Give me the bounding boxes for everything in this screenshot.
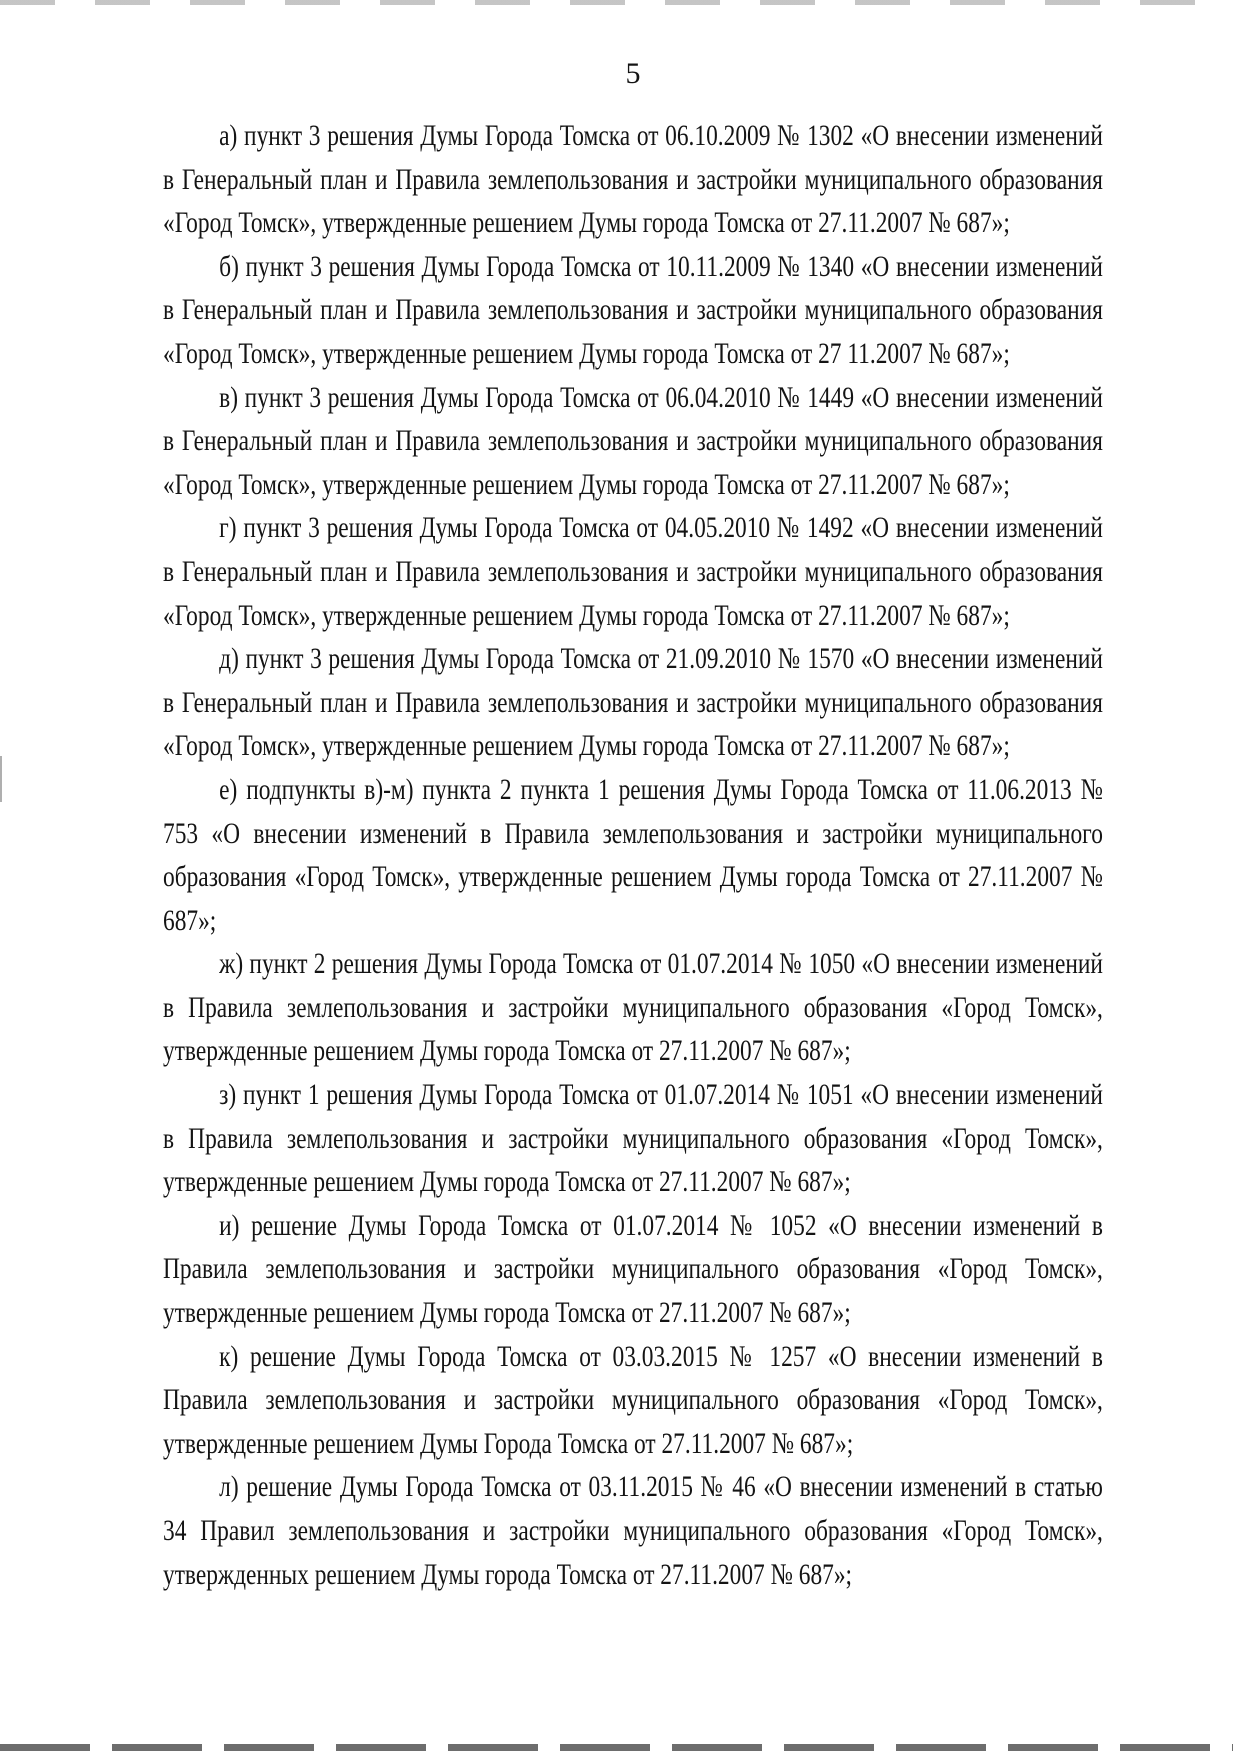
page-number: 5 (625, 57, 641, 90)
paragraph: з) пункт 1 решения Думы Города Томска от 01.07.2014 № 1051 «О внесении изменений в Правила землепользования и застройки муниципального образования «Город Томск», утвержденные решением Думы города Томска от 27.11.2007 № 687»; (163, 1078, 1103, 1199)
paragraph: в) пункт 3 решения Думы Города Томска от 06.04.2010 № 1449 «О внесении изменений в Генеральный план и Правила землепользования и застройки муниципального образования «Город Томск», утвержденные решением Думы города Томска от 27.11.2007 № 687»; (163, 380, 1103, 501)
paragraph: к) решение Думы Города Томска от 03.03.2015 № 1257 «О внесении изменений в Правила землепользования и застройки муниципального образования «Город Томск», утвержденные решением Думы Города Томска от 27.11.2007 № 687»; (163, 1339, 1103, 1460)
paragraph: и) решение Думы Города Томска от 01.07.2014 № 1052 «О внесении изменений в Правила землепользования и застройки муниципального образования «Город Томск», утвержденные решением Думы города Томска от 27.11.2007 № 687»; (163, 1208, 1103, 1330)
paragraph: л) решение Думы Города Томска от 03.11.2015 № 46 «О внесении изменений в статью 34 Правил землепользования и застройки муниципального образования «Город Томск», утвержденных решением Думы города Томска от 27.11.2007 № 687»; (163, 1470, 1103, 1591)
paragraph: е) подпункты в)-м) пункта 2 пункта 1 решения Думы Города Томска от 11.06.2013 № 753 «О внесении изменений в Правила землепользования и застройки муниципального образования «Город Томск», утвержденные решением Думы города Томска от 27.11.2007 № 687»; (163, 772, 1103, 937)
document-body (163, 114, 1103, 1596)
paragraph: а) пункт 3 решения Думы Города Томска от 06.10.2009 № 1302 «О внесении изменений в Генеральный план и Правила землепользования и застройки муниципального образования «Город Томск», утвержденные решением Думы города Томска от 27.11.2007 № 687»; (163, 119, 1103, 240)
paragraph: ж) пункт 2 решения Думы Города Томска от 01.07.2014 № 1050 «О внесении изменений в Правила землепользования и застройки муниципального образования «Город Томск», утвержденные решением Думы города Томска от 27.11.2007 № 687»; (163, 947, 1103, 1068)
paragraph: г) пункт 3 решения Думы Города Томска от 04.05.2010 № 1492 «О внесении изменений в Генеральный план и Правила землепользования и застройки муниципального образования «Город Томск», утвержденные решением Думы города Томска от 27.11.2007 № 687»; (163, 511, 1103, 632)
scan-artifact-left (0, 756, 2, 802)
scan-artifact-top (0, 0, 1233, 5)
paragraph: б) пункт 3 решения Думы Города Томска от 10.11.2009 № 1340 «О внесении изменений в Генеральный план и Правила землепользования и застройки муниципального образования «Город Томск», утвержденные решением Думы города Томска от 27 11.2007 № 687»; (163, 249, 1103, 370)
scan-artifact-bottom (0, 1744, 1233, 1751)
paragraph: д) пункт 3 решения Думы Города Томска от 21.09.2010 № 1570 «О внесении изменений в Генеральный план и Правила землепользования и застройки муниципального образования «Город Томск», утвержденные решением Думы города Томска от 27.11.2007 № 687»; (163, 642, 1103, 763)
